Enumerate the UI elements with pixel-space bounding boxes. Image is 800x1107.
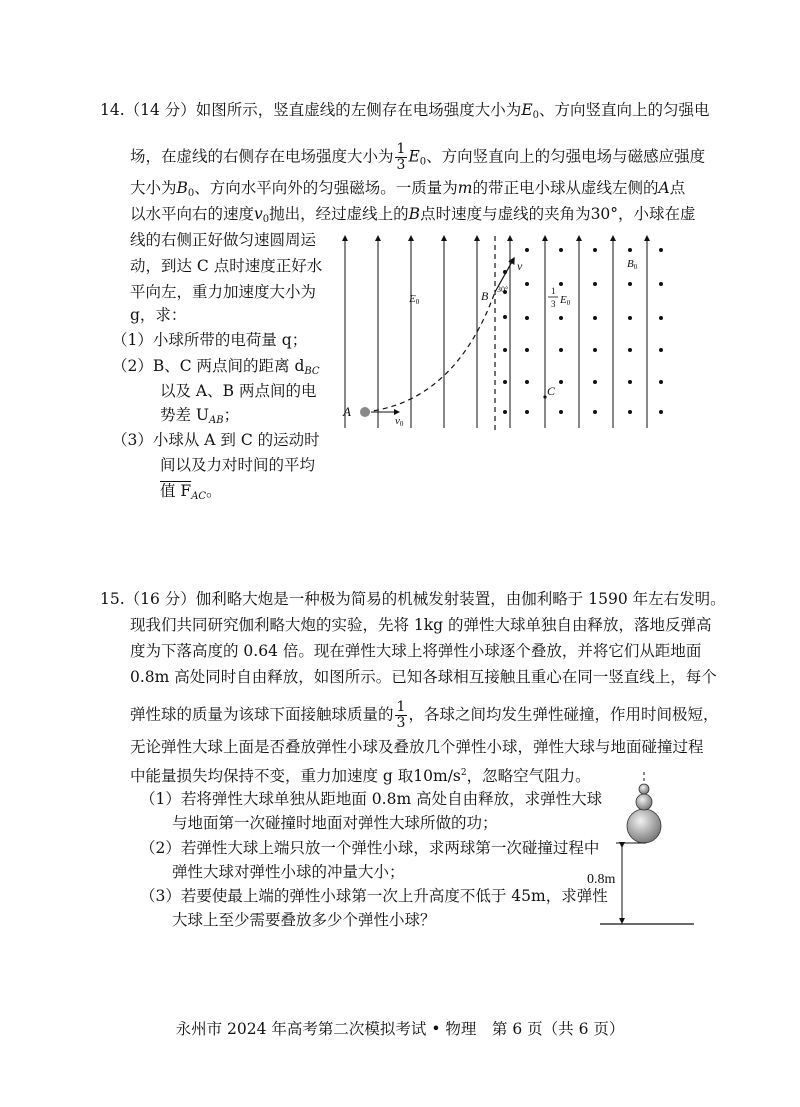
q15-sub-3b: 大球上至少需要叠放多少个弹性小球？ [172, 911, 436, 929]
frac-num: 1 [551, 286, 556, 296]
page-footer: 永州市 2024 年高考第二次模拟考试 • 物理 第 6 页（共 6 页） [175, 1020, 625, 1038]
label-B0: B0 [627, 258, 638, 271]
q14-sub-1: （1）小球所带的电荷量 q； [112, 331, 308, 349]
q14-line-5: 线的右侧正好做匀速圆周运 [130, 231, 317, 249]
q15-ball-stack-diagram [588, 772, 698, 932]
label-0.8m: 0.8m [587, 872, 616, 887]
q14-line-1: 14.（14 分）如图所示，竖直虚线的左侧存在电场强度大小为$E_0$、方向竖直向上的匀强电 [100, 101, 710, 121]
magnetic-field-dots [503, 248, 663, 414]
q15-line-3: 度为下落高度的 0.64 倍。现在弹性大球上将弹性小球逐个叠放，并将它们从距地面 [130, 642, 702, 660]
trajectory-path [365, 292, 495, 412]
q14-line-2: 场，在虚线的右侧存在电场强度大小为 $\frac{1}{3}$ $E_0$、方向竖直向上的匀强电场与磁感应强度 [130, 141, 706, 173]
q15-sub-2: （2）若弹性大球上端只放一个弹性小球，求两球第一次碰撞过程中 [140, 839, 600, 857]
q14-line-6: 动，到达 C 点时速度正好水 [130, 257, 323, 275]
q14-sub-3c: 值 $F_{AC}$。 [160, 482, 222, 502]
q14-sub-2b: 以及 A、B 两点间的电 [160, 382, 317, 400]
small-ball [639, 784, 649, 794]
field-lines [345, 238, 647, 428]
q14-line-7: 平向左，重力加速度大小为 [130, 283, 317, 301]
q15-sub-1b: 与地面第一次碰撞时地面对弹性大球所做的功； [172, 814, 498, 832]
q15-line-4: 0.8m 高处同时自由释放，如图所示。已知各球相互接触且重心在同一竖直线上，每个 [130, 668, 717, 686]
q14-line-4: 以水平向右的速度$v_0$抛出，经过虚线上的B点时速度与虚线的夹角为30°，小球在虚 [130, 205, 696, 225]
q14-line-3: 大小为$B_0$、方向水平向外的匀强磁场。一质量为m的带正电小球从虚线左侧的A点 [130, 179, 686, 199]
big-ball [627, 809, 661, 843]
middle-ball [636, 794, 652, 810]
label-v0: v0 [395, 415, 404, 428]
fraction-one-third: $\frac{1}{3}$ [396, 141, 406, 173]
q14-sub-2: （2）B、C 两点间的距离 $d_{BC}$ [112, 357, 320, 377]
ball-A [360, 407, 370, 417]
q14-field-diagram [335, 232, 665, 432]
q15-sub-3: （3）若要使最上端的弹性小球第一次上升高度不低于 45m，求弹性 [140, 887, 608, 905]
label-30deg: 30° [497, 285, 509, 294]
q15-sub-2b: 弹性大球对弹性小球的冲量大小； [172, 863, 405, 881]
label-C: C [547, 384, 556, 398]
label-B: B [481, 289, 489, 303]
label-E0: E0 [409, 293, 420, 306]
fraction-one-third-b: $\frac{1}{3}$ [396, 699, 406, 731]
q15-line-1: 15.（16 分）伽利略大炮是一种极为简易的机械发射装置，由伽利略于 1590 年左右发明。 [100, 590, 726, 608]
q15-line-5: 弹性球的质量为该球下面接触球质量的 $\frac{1}{3}$ ，各球之间均发生弹性碰撞，作用时间极短， [130, 699, 719, 731]
q15-sub-1: （1）若将弹性大球单独从距地面 0.8m 高处自由释放，求弹性大球 [140, 790, 603, 808]
q14-line-8: g，求： [130, 306, 187, 324]
q15-line-6: 无论弹性大球上面是否叠放弹性小球及叠放几个弹性小球，弹性大球与地面碰撞过程 [130, 738, 704, 756]
q14-sub-3b: 间以及力对时间的平均 [160, 456, 316, 474]
q14-sub-2c: 势差 $U_{AB}$； [160, 406, 240, 426]
q15-line-2: 现我们共同研究伽利略大炮的实验，先将 1kg 的弹性大球单独自由释放，落地反弹高 [130, 616, 712, 634]
q14-sub-3: （3）小球从 A 到 C 的运动时 [112, 431, 320, 449]
label-A: A [343, 404, 351, 419]
label-v: v [517, 259, 523, 273]
frac-E: E0 [560, 294, 571, 307]
q15-line-7: 中能量损失均保持不变，重力加速度 g 取$10m/s^2$，忽略空气阻力。 [130, 767, 591, 786]
frac-den: 3 [551, 299, 556, 309]
